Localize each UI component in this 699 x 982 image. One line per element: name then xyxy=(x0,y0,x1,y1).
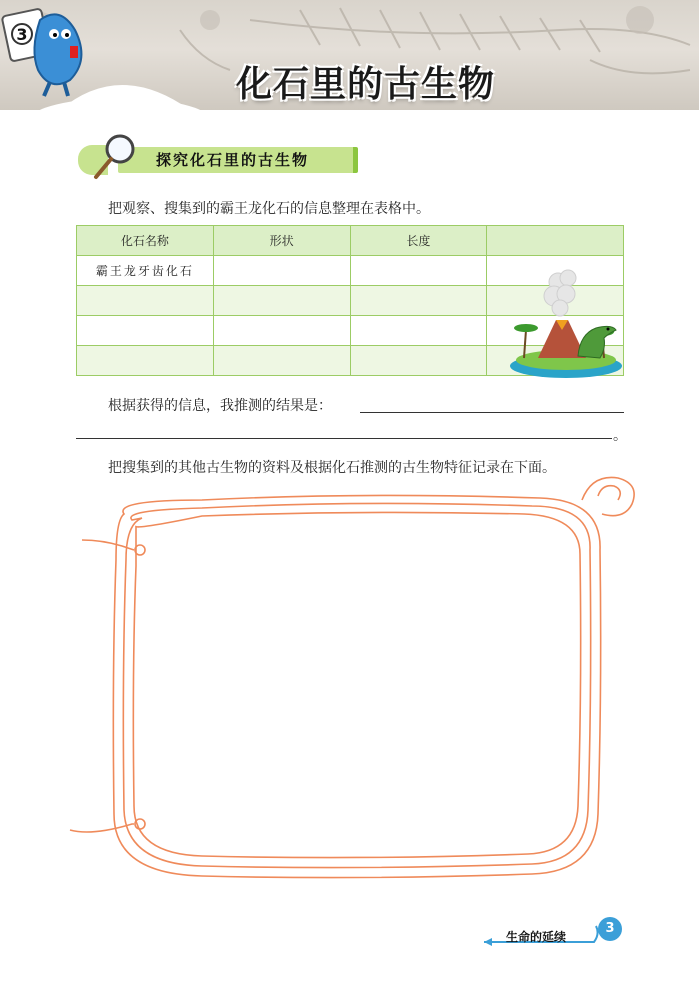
magnifier-icon xyxy=(90,131,140,181)
table-cell[interactable] xyxy=(350,286,487,316)
table-cell[interactable] xyxy=(350,256,487,286)
lesson-title: 化石里的古生物 xyxy=(236,64,496,105)
section-heading xyxy=(78,145,358,175)
page-number: 3 xyxy=(598,917,622,941)
table-cell[interactable] xyxy=(350,346,487,376)
table-header-cell xyxy=(487,226,624,256)
table-cell[interactable] xyxy=(213,286,350,316)
section-title: 探究化石里的古生物 xyxy=(156,151,310,169)
table-cell[interactable] xyxy=(213,346,350,376)
table-header-row xyxy=(77,226,624,256)
mascot-reading-book-icon xyxy=(0,0,100,100)
unit-title: 生命的延续 xyxy=(506,930,567,944)
table-instruction: 把观察、搜集到的霸王龙化石的信息整理在表格中。 xyxy=(108,201,430,217)
table-header-cell: 长度 xyxy=(350,226,487,256)
answer-line[interactable] xyxy=(76,438,612,439)
table-cell[interactable] xyxy=(213,316,350,346)
table-header-cell: 形状 xyxy=(213,226,350,256)
table-cell: 霸王龙牙齿化石 xyxy=(77,256,214,286)
lesson-number: 3 xyxy=(16,25,28,44)
volcano-dinosaur-island-illustration xyxy=(508,268,626,380)
record-writing-frame[interactable] xyxy=(62,470,652,900)
inference-prompt: 根据获得的信息，我推测的结果是： xyxy=(108,398,332,414)
inference-end-mark: 。 xyxy=(613,428,627,444)
table-cell[interactable] xyxy=(77,316,214,346)
answer-line[interactable] xyxy=(360,412,624,413)
record-instruction: 把搜集到的其他古生物的资料及根据化石推测的古生物特征记录在下面。 xyxy=(108,460,556,476)
table-cell[interactable] xyxy=(213,256,350,286)
header-banner xyxy=(0,0,699,110)
table-cell[interactable] xyxy=(77,286,214,316)
table-cell[interactable] xyxy=(350,316,487,346)
table-cell[interactable] xyxy=(77,346,214,376)
table-header-cell: 化石名称 xyxy=(77,226,214,256)
